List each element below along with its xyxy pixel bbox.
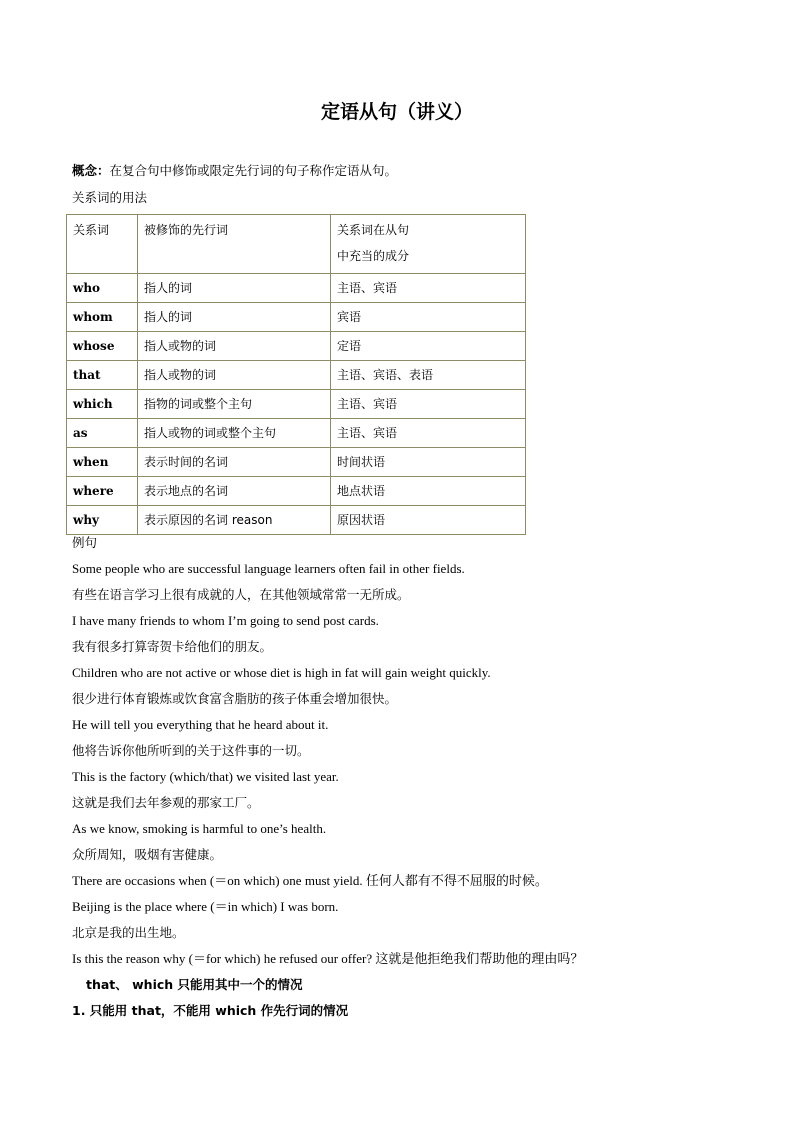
example-chinese: 众所周知，吸烟有害健康。 — [72, 847, 223, 862]
header-cell: 关系词 — [67, 215, 138, 274]
table-cell: where — [67, 477, 138, 506]
table-header-row — [67, 215, 526, 274]
example-chinese: 北京是我的出生地。 — [72, 925, 185, 940]
example-mixed: Is this the reason why (＝for which) he refused our offer? 这就是他拒绝我们帮助他的理由吗？ — [72, 951, 584, 966]
table-cell: 指物的词或整个主句 — [138, 390, 331, 419]
table-row — [67, 419, 526, 448]
example-english: Beijing is the place where (＝in which) I was born. — [72, 899, 339, 914]
example-english: Some people who are successful language learners often fail in other fields. — [72, 561, 465, 576]
table-row — [67, 332, 526, 361]
table-cell: 原因状语 — [331, 506, 526, 535]
table-cell: 表示原因的名词 reason — [138, 506, 331, 535]
table-cell: 宾语 — [331, 303, 526, 332]
subsection-heading: 1. 只能用 that，不能用 which 作先行词的情况 — [72, 1003, 349, 1018]
table-cell: which — [67, 390, 138, 419]
header-cell — [331, 215, 526, 274]
table-row — [67, 274, 526, 303]
table-row — [67, 361, 526, 390]
table-cell: 指人或物的词 — [138, 332, 331, 361]
example-english: I have many friends to whom I’m going to send post cards. — [72, 613, 379, 628]
concept-definition — [72, 161, 397, 179]
table-cell: as — [67, 419, 138, 448]
relative-word-table — [66, 214, 526, 535]
table-cell: 主语、宾语 — [331, 390, 526, 419]
example-chinese: 我有很多打算寄贺卡给他们的朋友。 — [72, 639, 273, 654]
table-cell: why — [67, 506, 138, 535]
example-english: Children who are not active or whose diet is high in fat will gain weight quickly. — [72, 665, 491, 680]
examples-section — [72, 530, 772, 1024]
example-chinese: 很少进行体育锻炼或饮食富含脂肪的孩子体重会增加很快。 — [72, 691, 398, 706]
table-cell: when — [67, 448, 138, 477]
table-cell: 表示地点的名词 — [138, 477, 331, 506]
table-cell: 指人或物的词或整个主句 — [138, 419, 331, 448]
concept-text: 在复合句中修饰或限定先行词的句子称作定语从句。 — [109, 163, 398, 178]
section-heading: that、 which 只能用其中一个的情况 — [86, 977, 303, 992]
concept-label: 概念： — [72, 163, 110, 178]
examples-label: 例句 — [72, 535, 98, 550]
table-cell: 主语、宾语 — [331, 419, 526, 448]
table-cell: who — [67, 274, 138, 303]
table-cell: whose — [67, 332, 138, 361]
table-row — [67, 390, 526, 419]
example-english: This is the factory (which/that) we visited last year. — [72, 769, 339, 784]
page-title: 定语从句（讲义） — [320, 101, 473, 123]
table-cell: 主语、宾语、表语 — [331, 361, 526, 390]
table-row — [67, 448, 526, 477]
example-mixed: There are occasions when (＝on which) one must yield. 任何人都有不得不屈服的时候。 — [72, 873, 548, 888]
table-cell: 指人的词 — [138, 303, 331, 332]
example-chinese: 这就是我们去年参观的那家工厂。 — [72, 795, 260, 810]
table-cell: 指人或物的词 — [138, 361, 331, 390]
table-row — [67, 477, 526, 506]
example-english: As we know, smoking is harmful to one’s health. — [72, 821, 327, 836]
usage-heading: 关系词的用法 — [72, 190, 148, 205]
example-chinese: 有些在语言学习上很有成就的人，在其他领域常常一无所成。 — [72, 587, 410, 602]
table-cell: whom — [67, 303, 138, 332]
table-cell: 指人的词 — [138, 274, 331, 303]
header-cell-line: 关系词在从句 — [337, 223, 410, 237]
example-chinese: 他将告诉你他所听到的关于这件事的一切。 — [72, 743, 310, 758]
table-cell: 地点状语 — [331, 477, 526, 506]
table-cell: 时间状语 — [331, 448, 526, 477]
table-cell: 主语、宾语 — [331, 274, 526, 303]
example-english: He will tell you everything that he heard about it. — [72, 717, 329, 732]
table-cell: 表示时间的名词 — [138, 448, 331, 477]
table-cell: 定语 — [331, 332, 526, 361]
table-row — [67, 303, 526, 332]
header-cell-line: 中充当的成分 — [337, 249, 410, 263]
header-cell: 被修饰的先行词 — [138, 215, 331, 274]
table-cell: that — [67, 361, 138, 390]
